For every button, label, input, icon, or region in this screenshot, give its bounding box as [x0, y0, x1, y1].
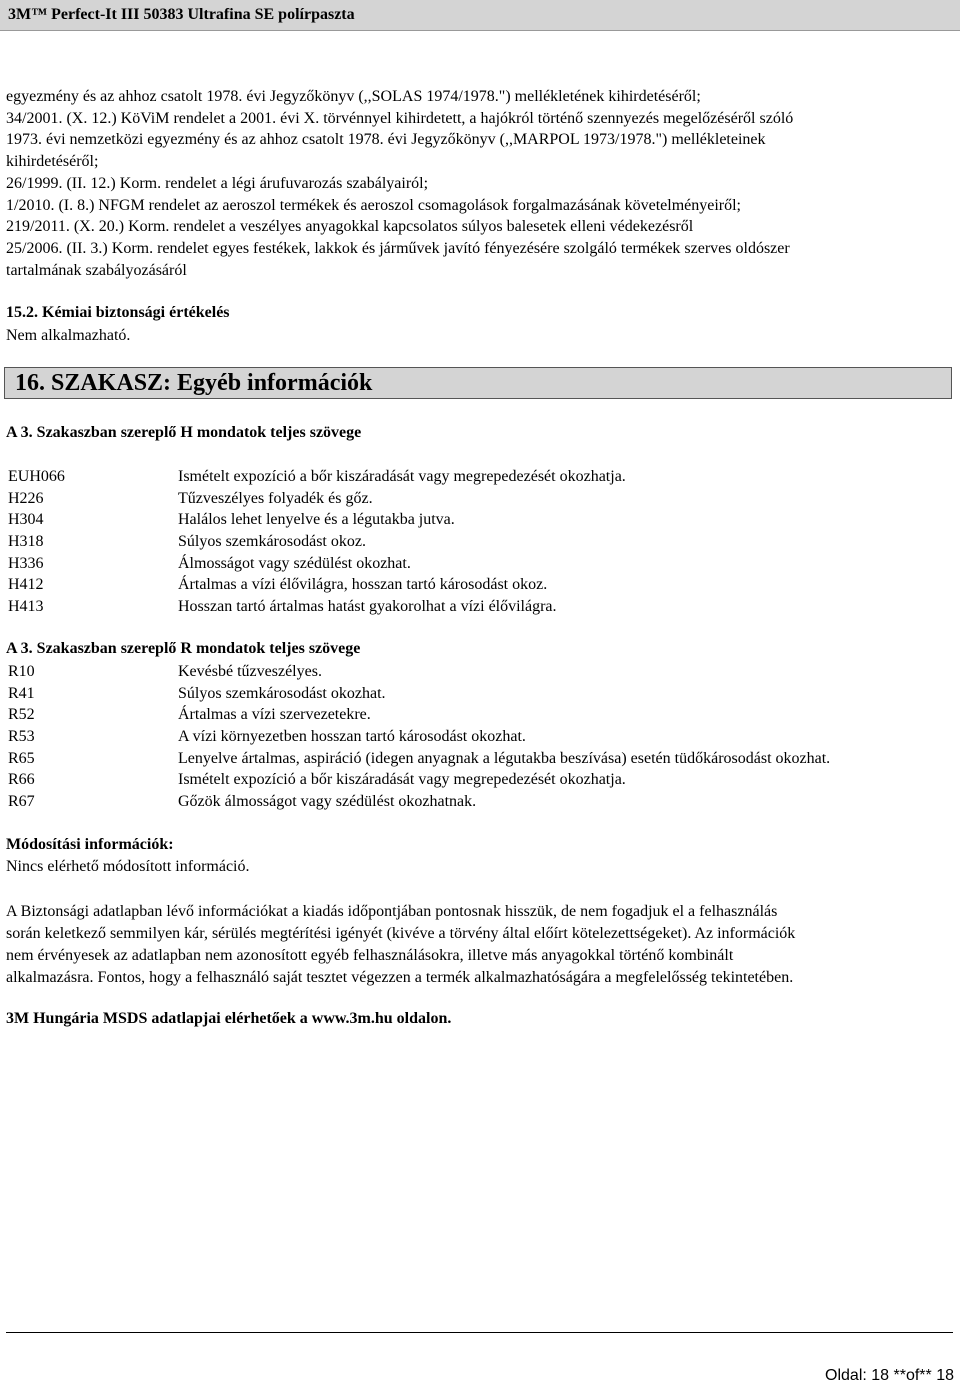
statement-code: H304	[8, 511, 44, 529]
section-16-title: 16. SZAKASZ: Egyéb információk	[15, 370, 373, 396]
statement-code: H226	[8, 489, 44, 507]
modification-heading: Módosítási információk:	[6, 836, 174, 853]
r-statements-list	[8, 661, 953, 813]
list-item	[8, 488, 953, 510]
document-header	[0, 0, 960, 31]
regulation-line: 34/2001. (X. 12.) KöViM rendelet a 2001. évi X. törvénnyel kihirdetett, a hajókról történő szennyezés megelőzéséről szóló	[6, 109, 794, 127]
section-15-2-heading: 15.2. Kémiai biztonsági értékelés	[6, 304, 230, 321]
statement-code: H336	[8, 554, 44, 572]
document-title: 3M™ Perfect-It III 50383 Ultrafina SE polírpaszta	[8, 6, 355, 23]
statement-code: EUH066	[8, 468, 65, 485]
list-item	[8, 596, 953, 618]
regulation-line: 219/2011. (X. 20.) Korm. rendelet a veszélyes anyagokkal kapcsolatos súlyos balesetek elleni védekezésről	[6, 218, 694, 236]
statement-code: R66	[8, 771, 35, 789]
msds-availability-note: 3M Hungária MSDS adatlapjai elérhetőek a www.3m.hu oldalon.	[6, 1010, 452, 1027]
regulation-line: tartalmának szabályozásáról	[6, 261, 187, 279]
regulation-line: egyezmény és az ahhoz csatolt 1978. évi Jegyzőkönyv (,,SOLAS 1974/1978.") mellékletének kihirdetéséről;	[6, 88, 701, 105]
statement-code: R10	[8, 663, 35, 680]
statement-code: R53	[8, 728, 35, 746]
statement-text: Lenyelve ártalmas, aspiráció (idegen anyagnak a légutakba beszívása) esetén tüdőkárosodást okozhat.	[178, 749, 831, 767]
list-item	[8, 661, 953, 683]
list-item	[8, 683, 953, 705]
statement-code: H318	[8, 533, 44, 551]
statement-text: Kevésbé tűzveszélyes.	[178, 663, 322, 680]
statement-code: R52	[8, 706, 35, 724]
list-item	[8, 509, 953, 531]
statement-text: Ártalmas a vízi élővilágra, hosszan tartó károsodást okoz.	[178, 576, 548, 594]
statement-text: Ártalmas a vízi szervezetekre.	[178, 706, 371, 724]
list-item	[8, 726, 953, 748]
statement-text: Súlyos szemkárosodást okozhat.	[178, 684, 386, 702]
page-number: Oldal: 18 **of** 18	[825, 1367, 954, 1384]
statement-code: H412	[8, 576, 44, 594]
regulation-line: 1973. évi nemzetközi egyezmény és az ahhoz csatolt 1978. évi Jegyzőkönyv (,,MARPOL 1973/1978.") mellékleteinek	[6, 131, 766, 149]
list-item	[8, 748, 953, 770]
regulation-line: 25/2006. (II. 3.) Korm. rendelet egyes festékek, lakkok és járművek javító fényezésére szolgáló termékek szerves oldószer	[6, 239, 790, 257]
list-item	[8, 574, 953, 596]
disclaimer-line: nem érvényesek az adatlapban nem azonosított egyéb felhasználásokra, illetve más anyagokkal történő kombinált	[6, 947, 734, 964]
footer-divider	[6, 1332, 953, 1333]
statement-code: H413	[8, 598, 44, 616]
statement-text: Ismételt expozíció a bőr kiszáradását vagy megrepedezését okozhatja.	[178, 468, 626, 485]
statement-text: Gőzök álmosságot vagy szédülést okozhatnak.	[178, 793, 477, 811]
regulations-list	[6, 86, 951, 281]
disclaimer-paragraph	[6, 901, 951, 989]
statement-code: R65	[8, 749, 35, 767]
disclaimer-line: alkalmazásra. Fontos, hogy a felhasználó saját tesztet végezzen a termék alkalmazhatóságára a megfelelősség tekintetében.	[6, 969, 794, 986]
h-statements-heading: A 3. Szakaszban szereplő H mondatok teljes szövege	[6, 424, 362, 441]
statement-text: Hosszan tartó ártalmas hatást gyakorolhat a vízi élővilágra.	[178, 598, 557, 616]
statement-text: Tűzveszélyes folyadék és gőz.	[178, 489, 373, 507]
list-item	[8, 553, 953, 575]
statement-text: Ismételt expozíció a bőr kiszáradását vagy megrepedezését okozhatja.	[178, 771, 626, 789]
list-item	[8, 704, 953, 726]
statement-text: Súlyos szemkárosodást okoz.	[178, 533, 366, 551]
h-statements-list	[8, 466, 953, 618]
statement-text: Halálos lehet lenyelve és a légutakba jutva.	[178, 511, 455, 529]
regulation-line: kihirdetéséről;	[6, 153, 99, 171]
statement-code: R67	[8, 793, 35, 811]
regulation-line: 26/1999. (II. 12.) Korm. rendelet a légi árufuvarozás szabályairól;	[6, 174, 429, 192]
regulation-line: 1/2010. (I. 8.) NFGM rendelet az aeroszol termékek és aeroszol csomagolások forgalmazásának követelményeiről;	[6, 196, 741, 214]
section-16-header	[4, 367, 952, 399]
list-item	[8, 531, 953, 553]
modification-text: Nincs elérhető módosított információ.	[6, 858, 250, 875]
list-item	[8, 769, 953, 791]
statement-code: R41	[8, 684, 35, 702]
list-item	[8, 791, 953, 813]
disclaimer-line: során keletkező semmilyen kár, sérülés megtérítési igényét (kivéve a törvény által előírt kötelezettségeket). Az információk	[6, 925, 796, 942]
disclaimer-line: A Biztonsági adatlapban lévő információkat a kiadás időpontjában pontosnak hisszük, de nem fogadjuk el a felhasználás	[6, 903, 778, 920]
list-item	[8, 466, 953, 488]
statement-text: A vízi környezetben hosszan tartó károsodást okozhat.	[178, 728, 526, 746]
section-15-2-text: Nem alkalmazható.	[6, 327, 131, 344]
statement-text: Álmosságot vagy szédülést okozhat.	[178, 554, 411, 572]
r-statements-heading: A 3. Szakaszban szereplő R mondatok teljes szövege	[6, 640, 361, 657]
